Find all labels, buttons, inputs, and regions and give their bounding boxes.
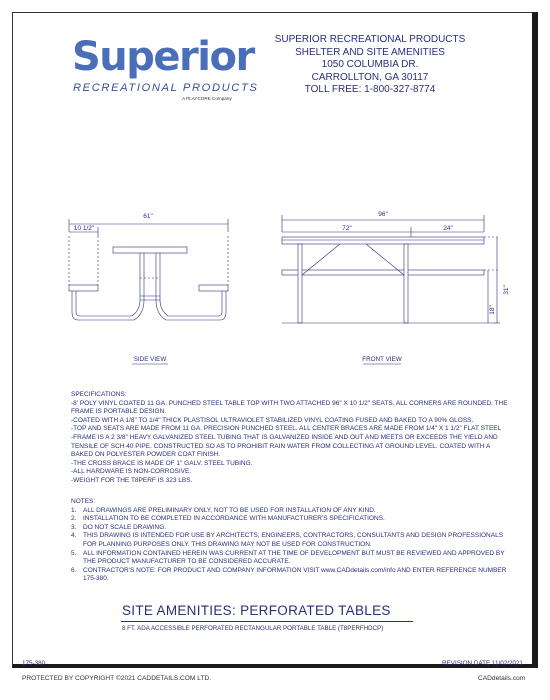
note-number: 3. <box>71 523 77 531</box>
front-seat-height-dimension: 18" <box>489 305 496 315</box>
logo-subline: RECREATIONAL PRODUCTS <box>73 82 259 94</box>
spec-line: BAKED ON POLYESTER POWDER COAT FINISH. <box>71 451 221 459</box>
revision-date: REVISION DATE 11/02/2021 <box>442 660 523 667</box>
side-overall-dimension: 61" <box>143 213 153 220</box>
side-view-drawing <box>69 219 228 320</box>
front-view-label: FRONT VIEW <box>362 356 402 363</box>
note-item <box>71 524 511 533</box>
note-text: DO NOT SCALE DRAWING. <box>83 523 167 531</box>
spec-line: -FRAME IS A 2 3/8" HEAVY GALVANIZED STEEL TUBING THAT IS GALVANIZED INSIDE AND OUT AND MEETS OR EXCEEDS THE YIELD AND <box>71 433 498 441</box>
spec-line: -8' POLY VINYL COATED 11 GA. PUNCHED STEEL TABLE TOP WITH TWO ATTACHED 96" X 10 1/2" SEATS. ALL CORNERS ARE ROUNDED. THE <box>71 399 508 407</box>
specifications-heading: SPECIFICATIONS: <box>71 391 127 398</box>
title-divider <box>121 621 413 622</box>
spec-line: -ALL HARDWARE IS NON-CORROSIVE. <box>71 468 192 476</box>
drawing-title: SITE AMENITIES: PERFORATED TABLES <box>122 603 391 618</box>
drawing-subtitle: 8 FT. ADA ACCESSIBLE PERFORATED RECTANGULAR PORTABLE TABLE (T8PERFHDCP) <box>122 625 384 632</box>
spec-line: -WEIGHT FOR THE T8PERF IS 323 LBS. <box>71 476 193 484</box>
note-text: CONTRACTOR'S NOTE: FOR PRODUCT AND COMPANY INFORMATION VISIT www.CADdetails.com/info AND ENTER REFERENCE NUMBER 175-380. <box>83 566 507 583</box>
note-item <box>71 507 511 516</box>
spec-line: FRAME IS PORTABLE DESIGN. <box>71 408 167 416</box>
note-item <box>71 550 511 567</box>
note-text: ALL DRAWINGS ARE PRELIMINARY ONLY, NOT TO BE USED FOR INSTALLATION OF ANY KIND. <box>83 506 376 514</box>
note-number: 1. <box>71 506 77 514</box>
note-number: 5. <box>71 549 77 557</box>
spec-line: -TOP AND SEATS ARE MADE FROM 11 GA. PRECISION PUNCHED STEEL. ALL CENTER BRACES ARE MADE FROM 1/4" X 1 1/2" FLAT STEEL <box>71 425 502 433</box>
front-view-drawing <box>282 215 500 323</box>
side-seat-dimension: 10 1/2" <box>73 225 95 232</box>
side-view-label: SIDE VIEW <box>133 356 167 363</box>
notes-heading: NOTES: <box>71 498 96 505</box>
caddetails-link[interactable]: CADdetails.com <box>478 675 526 682</box>
copyright-notice: PROTECTED BY COPYRIGHT ©2021 CADDETAILS.COM LTD. <box>22 675 212 682</box>
front-right-dimension: 24" <box>443 225 453 232</box>
note-item <box>71 532 511 549</box>
note-item <box>71 567 511 584</box>
reference-number: 175-380 <box>22 660 46 667</box>
spec-line: TENSILE OF SCH 40 PIPE. CONSTRUCTED SO AS TO PROHIBIT RAIN WATER FROM COLLECTING AT GROUND LEVEL. COATED WITH A <box>71 442 491 450</box>
spec-line: -COATED WITH A 1/8" TO 1/4" THICK PLASTISOL ULTRAVIOLET STABILIZED VINYL COATING FUSED AND BAKED TO A 90% GLOSS. <box>71 416 474 424</box>
note-text: INSTALLATION TO BE COMPLETED IN ACCORDANCE WITH MANUFACTURER'S SPECIFICATIONS. <box>83 515 385 523</box>
note-text: ALL INFORMATION CONTAINED HEREIN WAS CURRENT AT THE TIME OF DEVELOPMENT BUT MUST BE REVIEWED AND APPROVED BY THE PRODUCT MANUFACTURER TO BE CONSIDERED ACCURATE. <box>83 549 505 566</box>
note-number: 2. <box>71 515 77 523</box>
front-total-height-dimension: 31" <box>503 285 510 295</box>
notes <box>71 498 511 584</box>
note-text: THIS DRAWING IS INTENDED FOR USE BY ARCHITECTS, ENGINEERS, CONTRACTORS, CONSULTANTS AND DESIGN PROFESSIONALS FOR PLANNING PURPOSES ONLY. THIS DRAWING MAY NOT BE USED FOR CONSTRUCTION. <box>83 532 504 548</box>
company-address-line: 1050 COLUMBIA DR. <box>321 59 419 71</box>
company-line: SHELTER AND SITE AMENITIES <box>295 46 445 58</box>
company-city-line: CARROLLTON, GA 30117 <box>311 71 429 83</box>
front-overall-dimension: 96" <box>378 211 388 218</box>
spec-line: -THE CROSS BRACE IS MADE OF 1" GALV. STEEL TUBING. <box>71 459 253 467</box>
note-item <box>71 515 511 524</box>
company-phone-line: TOLL FREE: 1-800-327-8774 <box>304 84 436 96</box>
logo-wordmark: Superior <box>72 34 254 80</box>
company-line: SUPERIOR RECREATIONAL PRODUCTS <box>274 34 466 45</box>
note-number: 4. <box>71 532 77 540</box>
front-left-dimension: 72" <box>342 225 352 232</box>
note-number: 6. <box>71 566 77 574</box>
logo-parent-company: A PLAYCORE Company <box>182 96 232 101</box>
specifications <box>71 391 511 486</box>
